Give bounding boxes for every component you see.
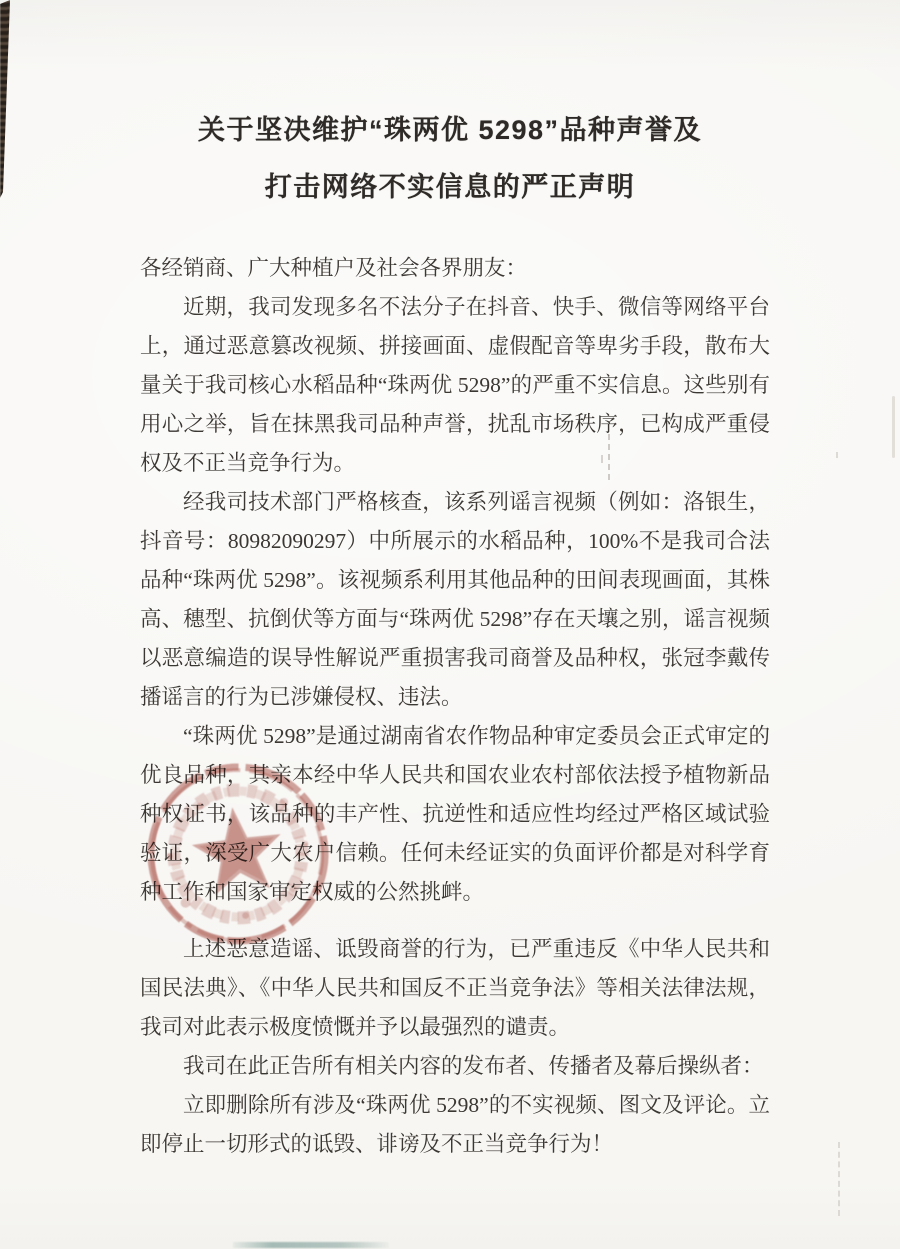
- scan-speck-artifact: [601, 455, 603, 463]
- paragraph-legal-violation: 上述恶意造谣、诋毁商誉的行为，已严重违反《中华人民共和国民法典》、《中华人民共和国反不正当竞争法》等相关法律法规，我司对此表示极度愤慨并予以最强烈的谴责。: [140, 937, 770, 1039]
- scan-crease-artifact: [838, 1142, 840, 1216]
- paragraph-recent-findings: 近期，我司发现多名不法分子在抖音、快手、微信等网络平台上，通过恶意篡改视频、拼接画面、虚假配音等卑劣手段，散布大量关于我司核心水稻品种“珠两优 5298”的严重不实信息。这些别有用心之举，旨在抹黑我司品种声誉，扰乱市场秩序，已构成严重侵权及不正当竞争行为。: [140, 295, 770, 475]
- document-title-line1: 关于坚决维护“珠两优 5298”品种声誉及: [197, 115, 703, 145]
- paragraph-variety-certification: “珠两优 5298”是通过湖南省农作物品种审定委员会正式审定的优良品种，其亲本经中华人民共和国农业农村部依法授予植物新品种权证书，该品种的丰产性、抗逆性和适应性均经过严格区域试验验证，深受广大农户信赖。任何未经证实的负面评价都是对科学育种工作和国家审定权威的公然挑衅。: [140, 724, 770, 904]
- scan-edge-artifact: [892, 396, 895, 458]
- document-body: [140, 249, 770, 1164]
- document-title: [0, 0, 900, 216]
- scan-bottom-streak-artifact: [233, 1242, 389, 1248]
- scan-speck-artifact: [836, 452, 838, 458]
- paragraph-verification: 经我司技术部门严格核查，该系列谣言视频（例如：洛银生，抖音号：80982090297）中所展示的水稻品种，100%不是我司合法品种“珠两优 5298”。该视频系利用其他品种的田间表现画面，其株高、穗型、抗倒伏等方面与“珠两优 5298”存在天壤之别，谣言视频以恶意编造的误导性解说严重损害我司商誉及品种权，张冠李戴传播谣言的行为已涉嫌侵权、违法。: [140, 490, 770, 709]
- salutation-line: 各经销商、广大种植户及社会各界朋友：: [140, 256, 528, 280]
- scan-crease-artifact: [608, 434, 610, 480]
- document-title-line2: 打击网络不实信息的严正声明: [264, 172, 636, 202]
- official-seal-stamp-icon: [129, 745, 347, 963]
- paragraph-warning-intro: 我司在此正告所有相关内容的发布者、传播者及幕后操纵者：: [183, 1054, 764, 1078]
- paragraph-demands: 立即删除所有涉及“珠两优 5298”的不实视频、图文及评论。立即停止一切形式的诋毁、诽谤及不正当竞争行为！: [140, 1093, 770, 1156]
